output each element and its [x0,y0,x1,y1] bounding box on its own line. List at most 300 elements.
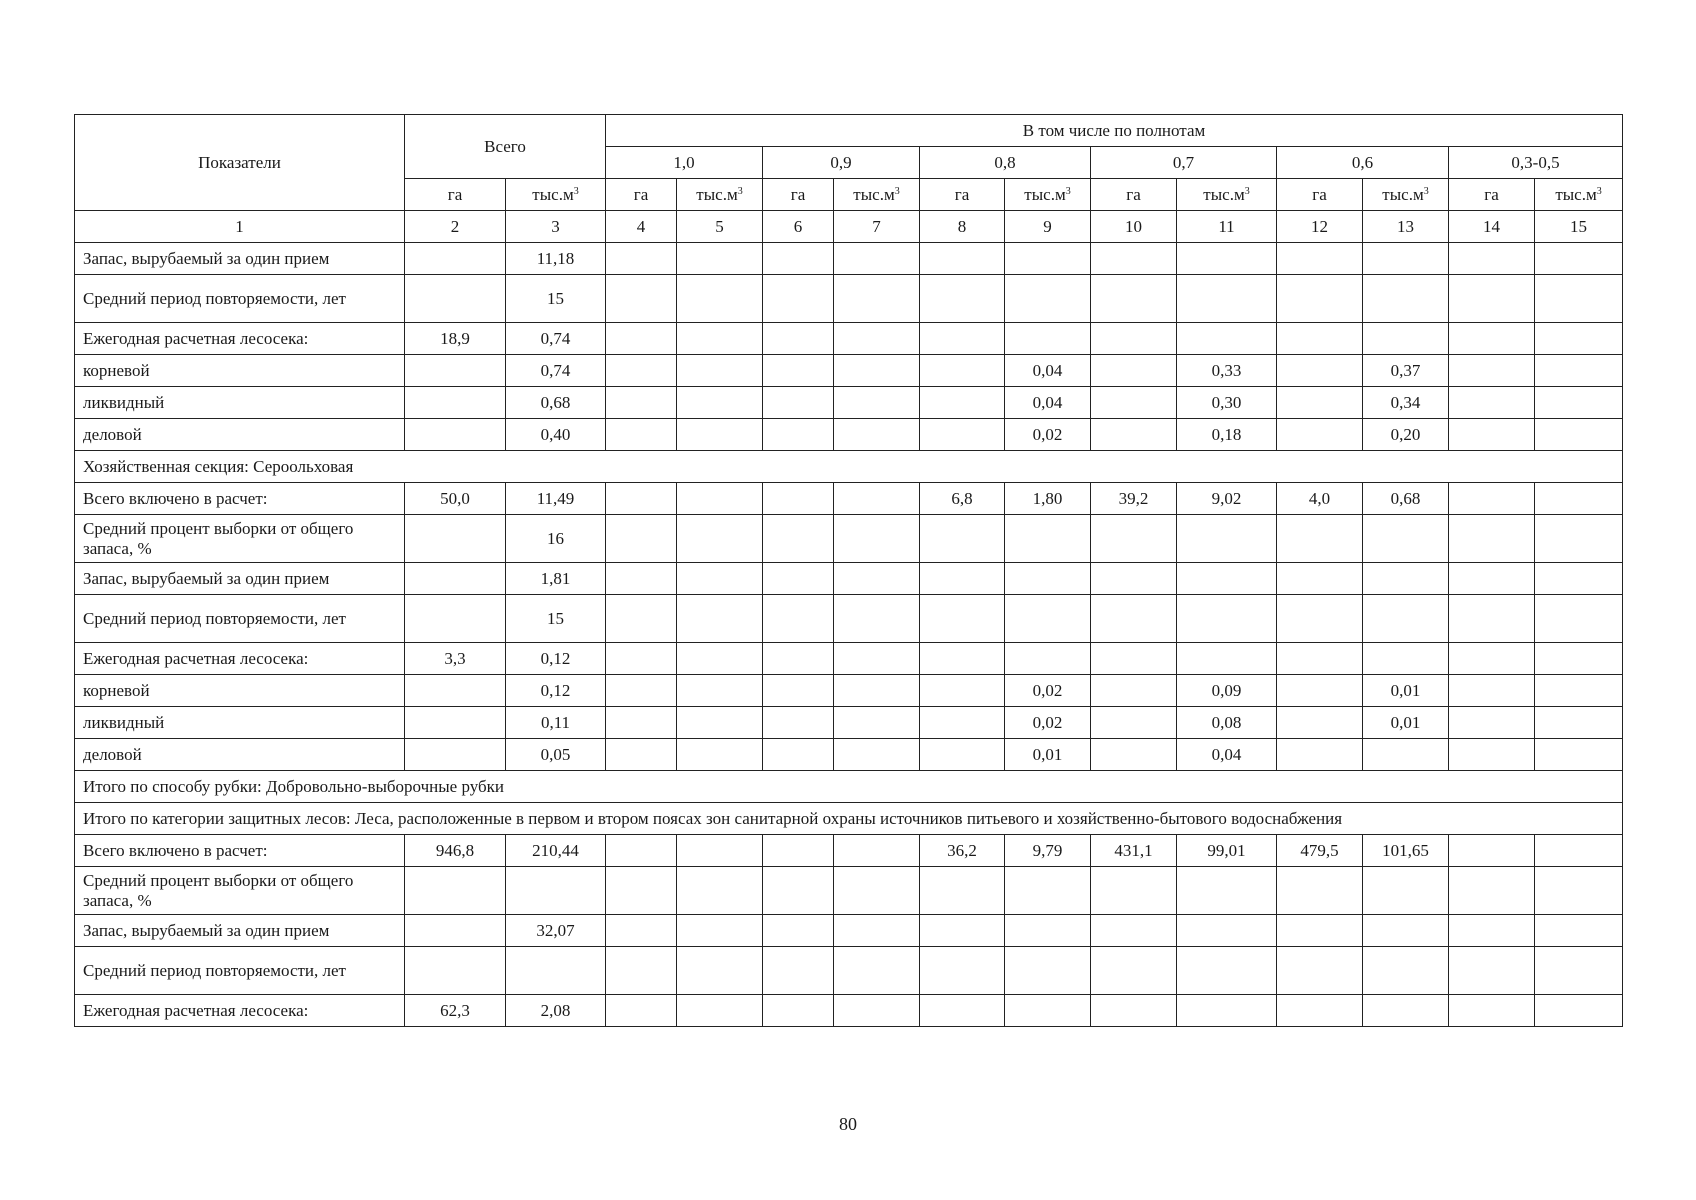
table-cell: 0,08 [1177,707,1277,739]
table-cell [1449,739,1535,771]
table-cell: 0,40 [506,419,606,451]
table-cell [677,483,763,515]
table-cell [920,675,1005,707]
table-cell [763,387,834,419]
table-cell: 431,1 [1091,835,1177,867]
table-cell [1277,675,1363,707]
table-cell [834,563,920,595]
table-cell [1277,643,1363,675]
table-cell [1535,707,1623,739]
table-cell [834,835,920,867]
unit-vol: $тыс.м^3$ [506,179,606,211]
column-number: 7 [834,211,920,243]
table-cell [677,643,763,675]
table-cell: 0,68 [1363,483,1449,515]
density-header: 1,0 [606,147,763,179]
table-cell: 0,09 [1177,675,1277,707]
table-cell [1449,835,1535,867]
column-number: 15 [1535,211,1623,243]
table-cell [606,643,677,675]
table-cell [405,275,506,323]
table-cell [1449,643,1535,675]
table-cell [1449,867,1535,915]
table-cell: 39,2 [1091,483,1177,515]
row-label: Ежегодная расчетная лесосека: [75,643,405,675]
table-cell [1277,915,1363,947]
row-label: Запас, вырубаемый за один прием [75,915,405,947]
row-label: Средний период повторяемости, лет [75,595,405,643]
row-label: ликвидный [75,707,405,739]
table-cell [1091,387,1177,419]
table-cell [1535,387,1623,419]
table-cell [763,675,834,707]
table-cell [763,419,834,451]
table-cell: 101,65 [1363,835,1449,867]
table-cell [677,323,763,355]
column-number: 10 [1091,211,1177,243]
table-cell [920,739,1005,771]
table-cell [920,643,1005,675]
column-number: 6 [763,211,834,243]
table-cell [1177,947,1277,995]
table-cell [506,867,606,915]
table-cell: 1,81 [506,563,606,595]
table-row [75,563,1623,595]
row-label: Средний период повторяемости, лет [75,947,405,995]
table-row [75,387,1623,419]
table-cell [405,595,506,643]
table-cell [763,275,834,323]
table-cell: 6,8 [920,483,1005,515]
table-row [75,595,1623,643]
table-row [75,835,1623,867]
table-cell [677,595,763,643]
table-cell [1091,563,1177,595]
table-cell [834,595,920,643]
density-header: 0,6 [1277,147,1449,179]
table-cell [1449,947,1535,995]
row-label: Ежегодная расчетная лесосека: [75,323,405,355]
column-number: 4 [606,211,677,243]
table-row [75,275,1623,323]
table-cell [763,995,834,1027]
table-cell [1535,915,1623,947]
column-number: 12 [1277,211,1363,243]
table-cell [606,275,677,323]
row-label: Запас, вырубаемый за один прием [75,563,405,595]
table-cell [1177,563,1277,595]
table-cell [920,419,1005,451]
table-cell: 0,01 [1363,707,1449,739]
table-cell [1277,323,1363,355]
table-cell [1091,595,1177,643]
table-cell [1535,419,1623,451]
table-cell [1091,643,1177,675]
table-row [75,355,1623,387]
table-cell [1363,563,1449,595]
table-cell [606,835,677,867]
table-cell: 210,44 [506,835,606,867]
table-cell [1277,867,1363,915]
table-cell: 0,20 [1363,419,1449,451]
table-cell [1449,515,1535,563]
table-cell [1091,675,1177,707]
unit-ha: га [1449,179,1535,211]
table-cell [1091,419,1177,451]
table-cell [1091,243,1177,275]
table-cell [677,419,763,451]
column-number: 3 [506,211,606,243]
table-cell [763,739,834,771]
column-number: 2 [405,211,506,243]
page-number: 80 [839,1114,857,1134]
table-cell [834,355,920,387]
table-cell [1277,739,1363,771]
table-cell [677,707,763,739]
table-cell [677,355,763,387]
table-cell [1177,643,1277,675]
table-cell [1177,275,1277,323]
table-cell [677,275,763,323]
table-cell [677,675,763,707]
table-cell: 479,5 [1277,835,1363,867]
table-cell [1535,835,1623,867]
table-cell: 62,3 [405,995,506,1027]
table-cell [1091,947,1177,995]
table-cell [677,867,763,915]
section-row [75,771,1623,803]
table-cell [1277,243,1363,275]
unit-vol: $тыс.м^3$ [677,179,763,211]
table-cell [1277,387,1363,419]
table-cell [1535,243,1623,275]
density-header: 0,3-0,5 [1449,147,1623,179]
table-cell [1091,515,1177,563]
table-cell [405,947,506,995]
header-indicators: Показатели [75,115,405,211]
unit-vol: $тыс.м^3$ [1535,179,1623,211]
table-cell [405,355,506,387]
table-cell [1363,915,1449,947]
table-cell [405,675,506,707]
column-number: 11 [1177,211,1277,243]
table-cell [1449,995,1535,1027]
table-cell [606,947,677,995]
table-cell [920,275,1005,323]
table-cell [677,995,763,1027]
table-row [75,739,1623,771]
table-cell [606,707,677,739]
table-cell: 15 [506,275,606,323]
column-number: 14 [1449,211,1535,243]
table-cell [405,563,506,595]
table-cell [405,915,506,947]
table-cell: 0,05 [506,739,606,771]
table-cell [405,515,506,563]
table-cell [405,739,506,771]
table-cell [1277,419,1363,451]
table-cell [1535,867,1623,915]
table-cell [606,675,677,707]
table-cell [606,323,677,355]
table-cell [1535,995,1623,1027]
table-cell: 0,04 [1005,387,1091,419]
table-cell [763,915,834,947]
table-cell [1363,275,1449,323]
table-cell: 0,33 [1177,355,1277,387]
table-cell: 15 [506,595,606,643]
table-cell [606,739,677,771]
table-cell [1277,595,1363,643]
table-cell: 0,02 [1005,707,1091,739]
table-cell [1363,323,1449,355]
table-cell [834,675,920,707]
table-row [75,243,1623,275]
table-cell [763,595,834,643]
table-cell: 9,02 [1177,483,1277,515]
table-cell [1363,515,1449,563]
table-cell: 50,0 [405,483,506,515]
table-cell: 0,34 [1363,387,1449,419]
table-cell [763,355,834,387]
table-cell [1449,419,1535,451]
table-cell [1535,323,1623,355]
table-cell: 32,07 [506,915,606,947]
row-label: деловой [75,739,405,771]
table-cell: 0,01 [1363,675,1449,707]
table-cell [763,483,834,515]
table-cell [405,419,506,451]
table-cell [606,355,677,387]
table-cell [677,387,763,419]
table-cell [405,707,506,739]
row-label: Средний процент выборки от общего запаса, % [75,867,405,915]
table-cell [1449,563,1535,595]
table-cell [405,387,506,419]
table-cell [1091,355,1177,387]
unit-ha: га [1091,179,1177,211]
table-cell [920,595,1005,643]
table-cell [1363,243,1449,275]
table-cell [1091,867,1177,915]
table-cell [920,867,1005,915]
row-label: Средний процент выборки от общего запаса, % [75,515,405,563]
table-cell [763,707,834,739]
table-cell [606,995,677,1027]
table-cell [1177,915,1277,947]
table-cell: 1,80 [1005,483,1091,515]
table-cell [1177,595,1277,643]
table-cell [920,323,1005,355]
column-number: 9 [1005,211,1091,243]
table-cell [920,947,1005,995]
table-cell [1005,867,1091,915]
table-cell [1091,323,1177,355]
table-cell: 0,12 [506,643,606,675]
table-cell [1449,915,1535,947]
table-cell: 0,01 [1005,739,1091,771]
table-cell [606,867,677,915]
table-cell [1277,563,1363,595]
table-cell [1535,515,1623,563]
table-cell [606,563,677,595]
density-header: 0,8 [920,147,1091,179]
table-cell: 946,8 [405,835,506,867]
unit-ha: га [920,179,1005,211]
table-cell [1449,483,1535,515]
table-cell [920,995,1005,1027]
table-cell: 9,79 [1005,835,1091,867]
table-cell [1363,867,1449,915]
column-number: 1 [75,211,405,243]
table-cell: 0,37 [1363,355,1449,387]
table-cell [606,243,677,275]
table-cell [1449,387,1535,419]
table-cell [1177,867,1277,915]
table-cell [1005,323,1091,355]
table-cell: 0,02 [1005,419,1091,451]
table-cell [834,739,920,771]
table-cell [1363,643,1449,675]
table-cell [1091,739,1177,771]
table-cell [1005,595,1091,643]
table-cell [834,515,920,563]
table-cell [1005,243,1091,275]
table-cell: 11,49 [506,483,606,515]
table-cell: 0,68 [506,387,606,419]
section-row [75,451,1623,483]
table-cell [834,867,920,915]
table-cell [1277,707,1363,739]
row-label: Средний период повторяемости, лет [75,275,405,323]
unit-vol: $тыс.м^3$ [1363,179,1449,211]
table-cell [606,515,677,563]
table-cell [834,643,920,675]
table-cell [763,563,834,595]
table-cell: 99,01 [1177,835,1277,867]
table-cell [1449,707,1535,739]
table-cell [1005,563,1091,595]
table-cell: 2,08 [506,995,606,1027]
table-cell [1449,595,1535,643]
table-cell: 0,74 [506,323,606,355]
unit-vol: $тыс.м^3$ [834,179,920,211]
table-cell [677,515,763,563]
table-cell [920,915,1005,947]
header-total: Всего [405,115,606,179]
table-cell [606,915,677,947]
table-cell [606,387,677,419]
section-label: Итого по способу рубки: Добровольно-выборочные рубки [75,771,1623,803]
table-cell [1177,243,1277,275]
table-cell [834,387,920,419]
table-cell [1177,323,1277,355]
table-cell [920,243,1005,275]
table-cell: 11,18 [506,243,606,275]
table-cell [1449,275,1535,323]
table-cell [1277,995,1363,1027]
forest-table-page [74,114,1622,1027]
table-cell: 16 [506,515,606,563]
table-cell [834,947,920,995]
table-cell [677,563,763,595]
table-cell: 0,04 [1177,739,1277,771]
table-row [75,419,1623,451]
unit-ha: га [405,179,506,211]
table-cell [1277,515,1363,563]
table-cell [606,595,677,643]
table-cell [1535,275,1623,323]
row-label: деловой [75,419,405,451]
table-cell [834,707,920,739]
table-row [75,675,1623,707]
table-cell [920,355,1005,387]
table-cell [1449,675,1535,707]
section-row [75,803,1623,835]
table-cell [677,947,763,995]
table-cell [1091,275,1177,323]
table-cell [834,995,920,1027]
unit-ha: га [606,179,677,211]
table-row [75,707,1623,739]
table-cell [1277,355,1363,387]
table-row [75,483,1623,515]
table-cell [834,323,920,355]
table-cell [834,483,920,515]
table-cell [606,419,677,451]
table-row [75,947,1623,995]
table-cell: 0,18 [1177,419,1277,451]
table-cell [1005,947,1091,995]
table-cell [763,643,834,675]
table-cell [1449,355,1535,387]
row-label: Всего включено в расчет: [75,835,405,867]
table-cell [1091,995,1177,1027]
table-cell [920,387,1005,419]
table-cell [920,707,1005,739]
unit-vol: $тыс.м^3$ [1177,179,1277,211]
table-cell [1005,515,1091,563]
table-cell [677,915,763,947]
table-cell [1091,915,1177,947]
table-cell [1535,355,1623,387]
table-cell: 0,04 [1005,355,1091,387]
table-cell [506,947,606,995]
column-number: 13 [1363,211,1449,243]
table-cell [834,243,920,275]
column-number: 5 [677,211,763,243]
table-cell [1535,483,1623,515]
table-cell: 18,9 [405,323,506,355]
section-label: Итого по категории защитных лесов: Леса, расположенные в первом и втором поясах зон санитарной охраны источников питьевого и хозяйственно-бытового водоснабжения [75,803,1623,835]
table-cell [1535,947,1623,995]
table-cell [834,419,920,451]
table-cell [763,867,834,915]
table-cell [405,243,506,275]
table-row [75,643,1623,675]
table-cell [763,515,834,563]
table-row [75,323,1623,355]
harvest-table [74,114,1623,1027]
header-including: В том числе по полнотам [606,115,1623,147]
table-cell [1277,947,1363,995]
table-cell [1535,563,1623,595]
table-cell [1177,515,1277,563]
table-cell [834,915,920,947]
table-row [75,515,1623,563]
table-cell [1005,643,1091,675]
table-cell [606,483,677,515]
